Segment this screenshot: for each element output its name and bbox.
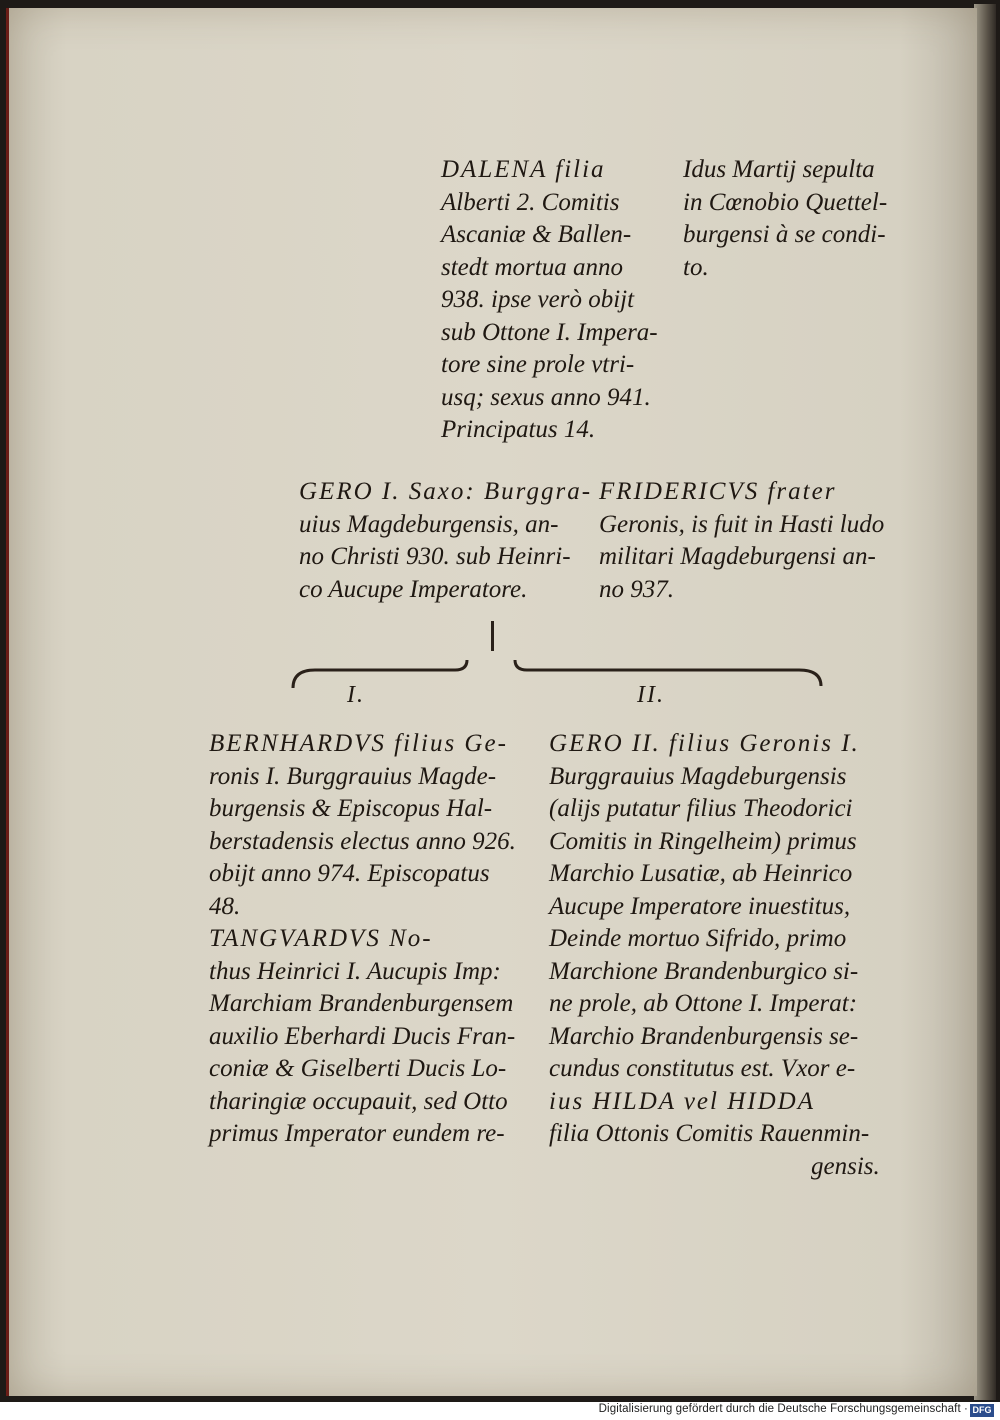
genealogy-stem-line (491, 621, 494, 651)
text-line: Deinde mortuo Sifrido, primo (549, 925, 847, 952)
text-line: primus Imperator eundem re- (209, 1120, 505, 1147)
text-line: Ascaniæ & Ballen- (441, 221, 632, 248)
text-line: tore sine prole vtri- (441, 351, 635, 378)
text-line: stedt mortua anno (441, 253, 623, 281)
text-line: 48. (209, 892, 241, 920)
text-line: Marchione Brandenburgico si- (549, 957, 859, 985)
text-line: Marchio Brandenburgensis se- (549, 1022, 859, 1050)
dalena-left-text (441, 154, 658, 447)
text-line: Marchiam Brandenburgensem (209, 990, 514, 1017)
text-line: berstadensis electus anno 926. (209, 827, 516, 855)
fridericus-text (599, 476, 884, 606)
text-line: co Aucupe Imperatore. (299, 575, 528, 603)
text-line: Aucupe Imperatore inuestitus, (549, 892, 851, 920)
text-line: tharingiæ occupauit, sed Otto (209, 1087, 508, 1115)
text-line: Principatus 14. (441, 416, 596, 443)
text-line: to. (683, 253, 709, 281)
text-line: no 937. (599, 575, 674, 603)
text-line: filia Ottonis Comitis Rauenmin- (549, 1120, 870, 1147)
text-line: cundus constitutus est. Vxor e- (549, 1055, 856, 1082)
text-line: Alberti 2. Comitis (441, 188, 620, 216)
text-line: sub Ottone I. Impera- (441, 318, 658, 346)
gero-i-text (299, 476, 592, 606)
text-line: Burggrauius Magdeburgensis (549, 762, 847, 790)
text-line: Idus Martij sepulta (683, 156, 875, 183)
text-line: FRIDERICVS frater (599, 478, 837, 505)
page-edge-shadow (974, 4, 996, 1400)
text-line: auxilio Eberhardi Ducis Fran- (209, 1022, 516, 1050)
genealogy-brace (291, 656, 827, 702)
text-line: Marchio Lusatiæ, ab Heinrico (549, 860, 853, 887)
text-line: GERO I. Saxo: Burggra- (299, 478, 593, 505)
book-page (6, 8, 977, 1396)
text-line: uius Magdeburgensis, an- (299, 510, 559, 538)
text-line: militari Magdeburgensi an- (599, 543, 876, 570)
text-line: coniæ & Giselberti Ducis Lo- (209, 1055, 507, 1082)
left-column-text (209, 728, 516, 1151)
text-line: Comitis in Ringelheim) primus (549, 827, 857, 855)
text-line: BERNHARDVS filius Ge- (209, 730, 508, 757)
footer-credit-text: Digitalisierung gefördert durch die Deutsche Forschungsgemeinschaft · (598, 1403, 968, 1415)
text-line: burgensi à se condi- (683, 221, 886, 248)
text-line: no Christi 930. sub Heinri- (299, 543, 571, 570)
text-line: DALENA filia (441, 156, 606, 183)
text-line: GERO II. filius Geronis I. (549, 730, 860, 757)
column-number-i: I. (347, 682, 365, 708)
text-line: usq; sexus anno 941. (441, 383, 651, 411)
text-line: ronis I. Burggrauius Magde- (209, 762, 497, 790)
text-line: obijt anno 974. Episcopatus (209, 860, 490, 887)
text-line: ne prole, ab Ottone I. Imperat: (549, 990, 858, 1017)
text-line: burgensis & Episcopus Hal- (209, 795, 493, 822)
text-line: ius HILDA vel HIDDA (549, 1087, 815, 1115)
right-column-text (549, 728, 880, 1183)
text-line: 938. ipse verò obijt (441, 286, 635, 313)
text-line: (alijs putatur filius Theodorici (549, 795, 853, 822)
text-line: Geronis, is fuit in Hasti ludo (599, 510, 885, 538)
text-line: gensis. (811, 1152, 880, 1180)
dfg-logo: DFG (970, 1404, 994, 1417)
dalena-right-text (683, 154, 887, 284)
column-number-ii: II. (637, 682, 665, 708)
text-line: in Cœnobio Quettel- (683, 188, 888, 216)
text-line: TANGVARDVS No- (209, 925, 433, 952)
text-line: thus Heinrici I. Aucupis Imp: (209, 957, 501, 985)
